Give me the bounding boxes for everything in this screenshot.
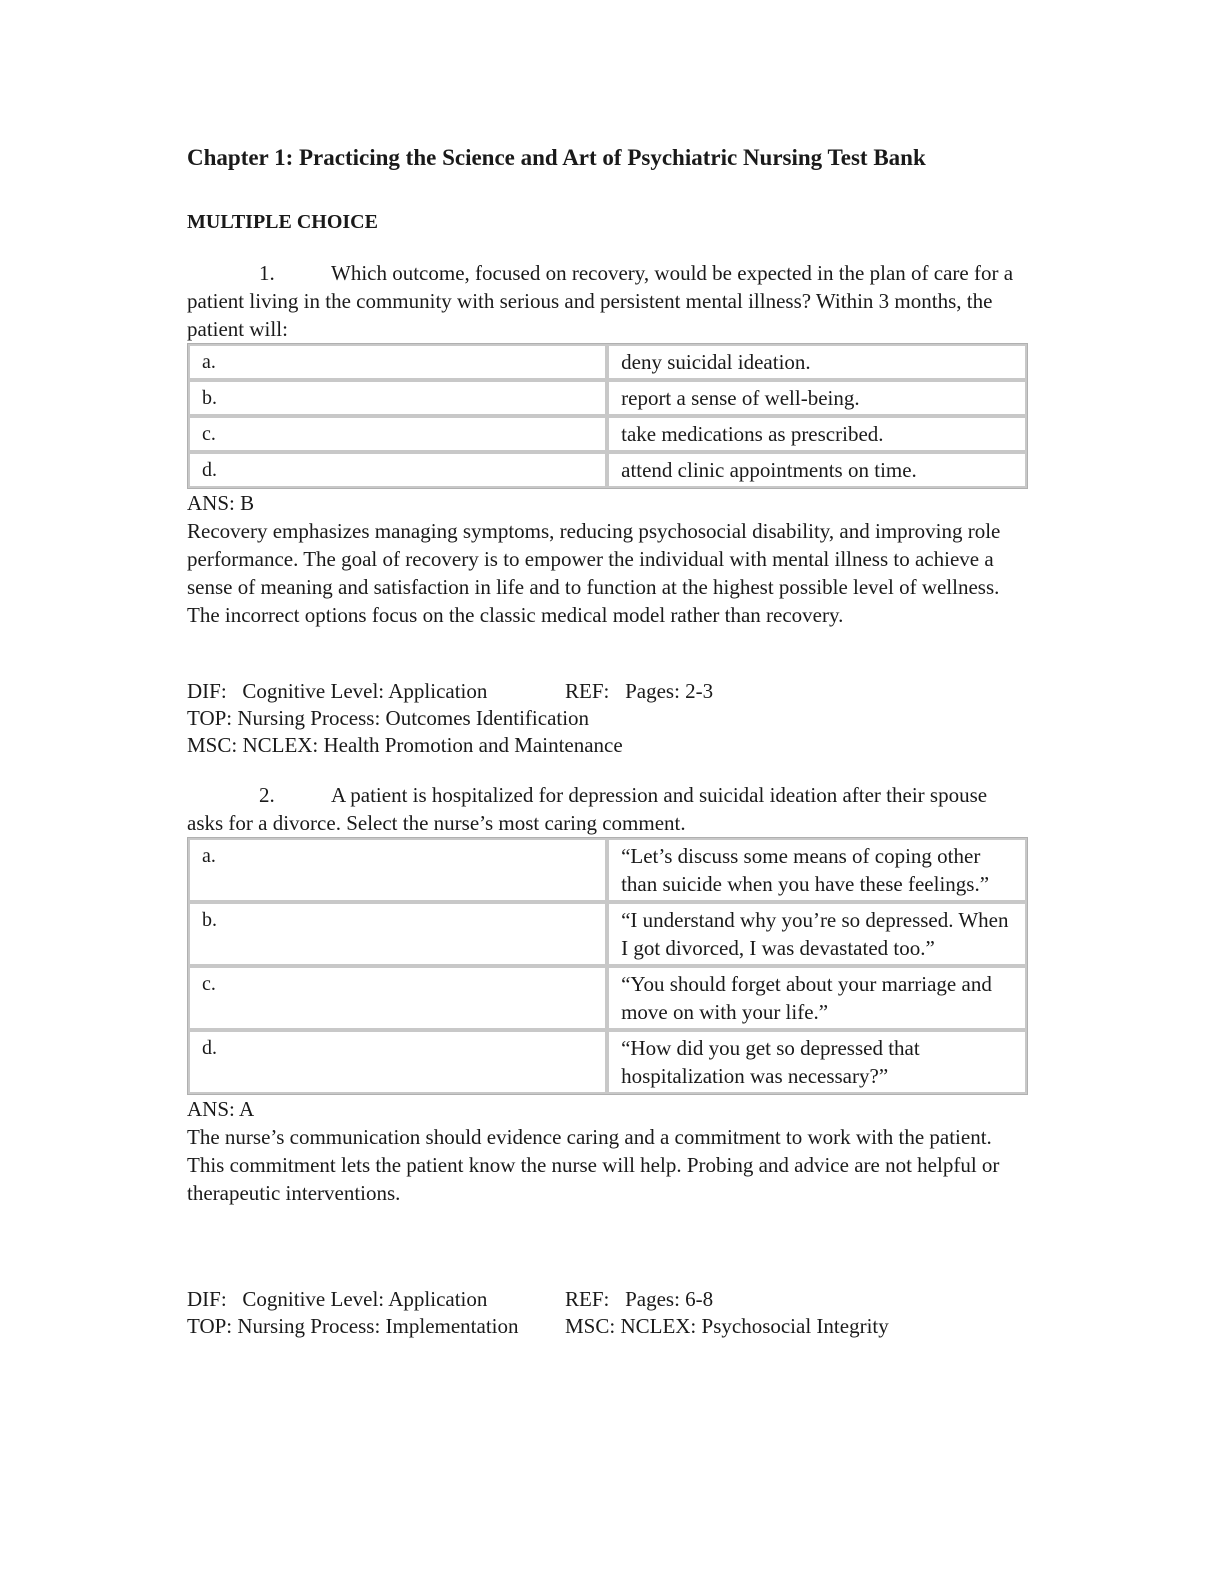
answer-label: ANS:: [187, 1097, 239, 1121]
question-1-meta: [187, 677, 1027, 758]
difficulty: DIF: Cognitive Level: Application: [187, 679, 488, 703]
question-2-meta: [187, 1285, 1027, 1339]
option-text: “How did you get so depressed that hospitalization was necessary?”: [607, 1030, 1027, 1094]
rationale: Recovery emphasizes managing symptoms, reducing psychosocial disability, and improving role performance. The goal of recovery is to empower the individual with mental illness to achieve a sense of meaning and satisfaction in life and to function at the highest possible level of wellness. The incorrect options focus on the classic medical model rather than recovery.: [187, 519, 1001, 627]
option-letter: c.: [188, 966, 607, 1030]
question-1: [187, 259, 1027, 629]
question-stem: [187, 781, 1027, 837]
answer-value: B: [240, 491, 255, 515]
difficulty: DIF: Cognitive Level: Application: [187, 1287, 488, 1311]
option-letter: b.: [188, 380, 607, 416]
option-row: [188, 966, 1027, 1030]
option-letter: d.: [188, 452, 607, 488]
option-text: report a sense of well-being.: [607, 380, 1027, 416]
chapter-title: Chapter 1: Practicing the Science and Art of Psychiatric Nursing Test Bank: [187, 145, 926, 170]
question-text: A patient is hospitalized for depression and suicidal ideation after their spouse asks for a divorce. Select the nurse’s most caring comment.: [187, 783, 988, 835]
option-letter: c.: [188, 416, 607, 452]
topic: TOP: Nursing Process: Outcomes Identification: [187, 706, 590, 730]
option-row: [188, 902, 1027, 966]
msc: MSC: NCLEX: Psychosocial Integrity: [565, 1314, 889, 1338]
option-row: [188, 344, 1027, 380]
question-stem: [187, 259, 1027, 343]
reference: REF: Pages: 6-8: [565, 1287, 714, 1311]
option-row: [188, 838, 1027, 902]
option-letter: d.: [188, 1030, 607, 1094]
rationale: The nurse’s communication should evidence caring and a commitment to work with the patient. This commitment lets the patient know the nurse will help. Probing and advice are not helpful or therapeutic interventions.: [187, 1125, 1000, 1205]
option-letter: b.: [188, 902, 607, 966]
option-text: “I understand why you’re so depressed. When I got divorced, I was devastated too.”: [607, 902, 1027, 966]
question-number: 1.: [259, 261, 275, 285]
option-row: [188, 380, 1027, 416]
topic: TOP: Nursing Process: Implementation: [187, 1314, 519, 1338]
option-text: attend clinic appointments on time.: [607, 452, 1027, 488]
answer-line: [187, 1095, 1027, 1123]
section-heading: MULTIPLE CHOICE: [187, 211, 378, 233]
answer-label: ANS:: [187, 491, 241, 515]
options-table: [187, 343, 1028, 489]
options-table: [187, 837, 1028, 1095]
question-2: [187, 781, 1027, 1207]
question-text: Which outcome, focused on recovery, would be expected in the plan of care for a patient living in the community with serious and persistent mental illness? Within 3 months, the patient will:: [187, 261, 1014, 341]
option-text: “Let’s discuss some means of coping other than suicide when you have these feelings.”: [607, 838, 1027, 902]
option-text: deny suicidal ideation.: [607, 344, 1027, 380]
answer-line: [187, 489, 1027, 517]
question-number: 2.: [259, 783, 275, 807]
option-row: [188, 452, 1027, 488]
reference: REF: Pages: 2-3: [565, 679, 714, 703]
option-text: take medications as prescribed.: [607, 416, 1027, 452]
msc: MSC: NCLEX: Health Promotion and Maintenance: [187, 733, 623, 757]
option-text: “You should forget about your marriage and move on with your life.”: [607, 966, 1027, 1030]
option-row: [188, 416, 1027, 452]
option-row: [188, 1030, 1027, 1094]
answer-value: A: [238, 1097, 255, 1121]
option-letter: a.: [188, 838, 607, 902]
option-letter: a.: [188, 344, 607, 380]
